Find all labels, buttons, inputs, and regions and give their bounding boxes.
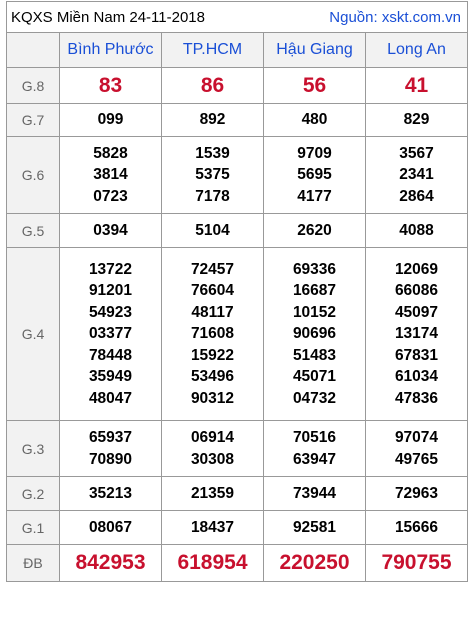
prize-number: 35213 (88, 484, 133, 502)
prize-number: 13722 (88, 260, 133, 278)
prize-number: 66086 (394, 282, 439, 300)
prize-number: 69336 (292, 260, 337, 278)
prize-number: 9709 (297, 144, 332, 162)
prize-number: 220250 (279, 551, 350, 575)
prize-number: 618954 (177, 551, 248, 575)
prize-cell (366, 68, 468, 104)
prize-label: G.7 (7, 104, 60, 137)
prize-number: 97074 (394, 429, 439, 446)
prize-cell (264, 511, 366, 545)
prize-cell (60, 68, 162, 104)
prize-number: 7178 (195, 187, 230, 205)
prize-number: 45097 (394, 303, 439, 321)
prize-cell (366, 545, 468, 582)
prize-number: 48117 (191, 303, 234, 321)
prize-cell (60, 214, 162, 248)
province-name[interactable]: Hậu Giang (264, 33, 366, 68)
prize-row (7, 248, 468, 421)
prize-number: 71608 (190, 325, 235, 343)
prize-label: ĐB (7, 545, 60, 582)
province-name[interactable]: Bình Phước (60, 33, 162, 68)
prize-number: 3567 (399, 144, 434, 162)
prize-row (7, 137, 468, 214)
prize-number: 5828 (93, 144, 128, 162)
prize-number: 90696 (292, 325, 337, 343)
prize-cell (264, 477, 366, 511)
prize-number: 892 (199, 111, 226, 129)
prize-cell (264, 545, 366, 582)
prize-number: 70516 (292, 429, 337, 446)
prize-number: 12069 (394, 260, 439, 278)
prize-number: 72457 (190, 260, 235, 278)
prize-number: 1539 (195, 144, 230, 162)
prize-cell (60, 545, 162, 582)
prize-number: 56 (302, 73, 327, 97)
prize-number: 4088 (399, 221, 434, 239)
prize-row (7, 104, 468, 137)
prize-row (7, 477, 468, 511)
prize-number: 2620 (297, 221, 332, 239)
prize-number: 73944 (292, 484, 337, 502)
prize-number: 10152 (292, 303, 337, 321)
prize-row (7, 68, 468, 104)
prize-cell (60, 137, 162, 214)
prize-label: G.3 (7, 421, 60, 477)
prize-number: 2864 (399, 187, 434, 205)
prize-cell (366, 248, 468, 421)
prize-number: 49765 (394, 450, 439, 468)
page-title: KQXS Miền Nam 24-11-2018 (11, 8, 205, 26)
prize-number: 842953 (75, 551, 146, 575)
prize-cell (264, 68, 366, 104)
prize-cell (60, 248, 162, 421)
prize-number: 61034 (394, 368, 439, 386)
prize-number: 3814 (93, 166, 128, 184)
prize-label: G.4 (7, 248, 60, 421)
prize-row (7, 421, 468, 477)
prize-cell (264, 421, 366, 477)
prize-number: 47836 (394, 389, 439, 407)
prize-number: 30308 (190, 450, 235, 468)
prize-label: G.8 (7, 68, 60, 104)
prize-number: 15666 (394, 518, 439, 536)
prize-row (7, 214, 468, 248)
prize-number: 2341 (399, 166, 434, 184)
prize-number: 15922 (190, 346, 235, 364)
prize-number: 18437 (190, 518, 235, 536)
prize-number: 08067 (88, 518, 133, 536)
prize-number: 72963 (394, 484, 439, 502)
prize-cell (162, 248, 264, 421)
prize-label: G.2 (7, 477, 60, 511)
prize-cell (366, 421, 468, 477)
province-header-row (7, 33, 468, 68)
prize-number: 35949 (88, 368, 133, 386)
prize-cell (162, 421, 264, 477)
prize-number: 16687 (292, 282, 337, 300)
prize-number: 51483 (292, 346, 337, 364)
prize-number: 78448 (88, 346, 133, 364)
prize-number: 099 (97, 111, 124, 129)
prize-number: 41 (404, 73, 429, 97)
prize-number: 53496 (190, 368, 235, 386)
prize-number: 4177 (297, 187, 332, 205)
prize-cell (162, 68, 264, 104)
prize-cell (162, 511, 264, 545)
prize-label: G.5 (7, 214, 60, 248)
prize-number: 90312 (190, 389, 235, 407)
prize-number: 5375 (195, 166, 230, 184)
prize-number: 54923 (88, 303, 133, 321)
prize-cell (162, 545, 264, 582)
prize-number: 0394 (93, 221, 128, 239)
prize-number: 91201 (88, 282, 133, 300)
prize-number: 70890 (88, 450, 133, 468)
prize-number: 65937 (88, 429, 133, 446)
prize-cell (366, 137, 468, 214)
prize-row (7, 545, 468, 582)
prize-number: 13174 (394, 325, 439, 343)
prize-cell (162, 477, 264, 511)
prize-number: 92581 (292, 518, 337, 536)
prize-cell (366, 511, 468, 545)
source-link[interactable]: Nguồn: xskt.com.vn (329, 8, 461, 26)
results-table (6, 32, 468, 582)
prize-cell (366, 214, 468, 248)
prize-number: 03377 (88, 325, 133, 343)
prize-cell (60, 104, 162, 137)
prize-cell (60, 477, 162, 511)
prize-number: 63947 (292, 450, 337, 468)
prize-cell (162, 214, 264, 248)
prize-number: 829 (403, 111, 430, 129)
prize-number: 06914 (190, 429, 235, 446)
prize-number: 86 (200, 73, 225, 97)
prize-row (7, 511, 468, 545)
prize-number: 0723 (93, 187, 128, 205)
prize-label: G.6 (7, 137, 60, 214)
prize-number: 48047 (88, 389, 133, 407)
prize-cell (60, 511, 162, 545)
prize-cell (264, 104, 366, 137)
prize-number: 21359 (190, 484, 235, 502)
prize-cell (366, 477, 468, 511)
prize-number: 480 (301, 111, 328, 129)
prize-number: 5695 (297, 166, 332, 184)
prize-number: 67831 (394, 346, 439, 364)
prize-number: 04732 (292, 389, 337, 407)
prize-label: G.1 (7, 511, 60, 545)
province-name[interactable]: Long An (366, 33, 468, 68)
prize-cell (162, 137, 264, 214)
prize-cell (60, 421, 162, 477)
prize-cell (264, 248, 366, 421)
prize-cell (162, 104, 264, 137)
prize-cell (264, 214, 366, 248)
prize-number: 790755 (381, 551, 452, 575)
results-header (6, 1, 468, 32)
prize-number: 45071 (292, 368, 337, 386)
province-name[interactable]: TP.HCM (162, 33, 264, 68)
prize-cell (264, 137, 366, 214)
prize-number: 5104 (195, 221, 230, 239)
prize-number: 76604 (190, 282, 235, 300)
corner-cell (7, 33, 60, 68)
prize-cell (366, 104, 468, 137)
prize-number: 83 (98, 73, 123, 97)
